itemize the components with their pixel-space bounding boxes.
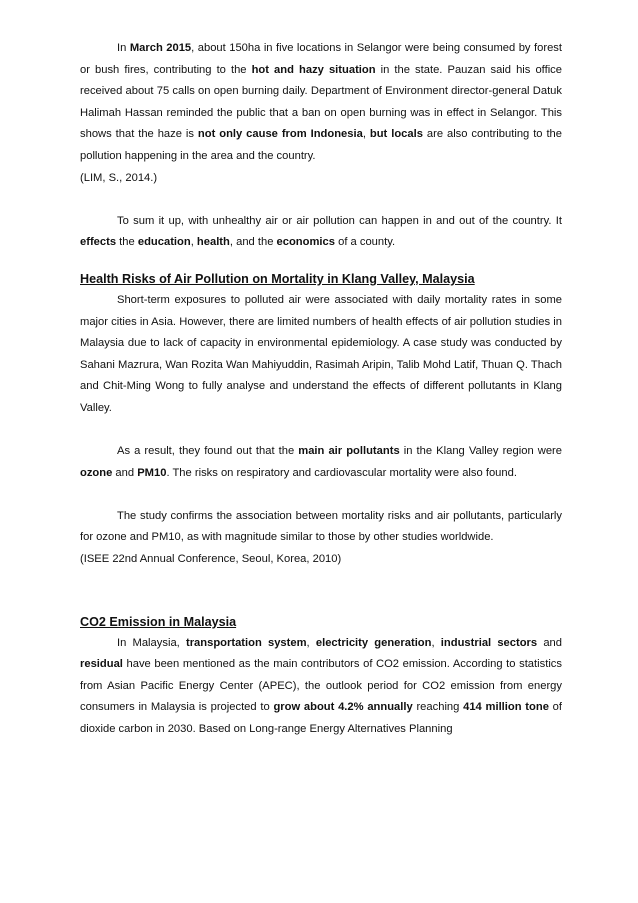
emphasis: main air pollutants	[298, 445, 400, 458]
text-run: have been mentioned as the main contributors of CO2 emission. According to statistics from Asian Pacific Energy Center (APEC), the outlook period for CO2 emission from energy consumers in Malaysia is projected to	[80, 658, 562, 714]
emphasis: transportation system	[185, 636, 307, 649]
text-run: , about 150ha in five locations in Selangor were being consumed by forest or bush fires, contributing to the	[80, 42, 562, 76]
text-run: the	[116, 236, 138, 249]
co2-paragraph	[80, 633, 562, 741]
text-run: , and the	[229, 236, 277, 249]
text-run: . The risks on respiratory and cardiovascular mortality were also found.	[166, 466, 517, 479]
text-run: As a result, they found out that the	[117, 445, 299, 458]
study-confirms-paragraph: The study confirms the association between mortality risks and air pollutants, particularly for ozone and PM10, as with magnitude similar to those by other studies worldwide.	[80, 509, 562, 544]
text-run: ,	[362, 128, 370, 141]
emphasis: electricity generation	[315, 636, 432, 649]
text-run: are also contributing to the pollution happening in the area and the country.	[80, 128, 563, 162]
text-run: ,	[306, 636, 316, 649]
emphasis: industrial sectors	[440, 636, 538, 649]
summary-paragraph	[80, 211, 562, 254]
spacer	[80, 484, 562, 506]
emphasis: health	[196, 236, 230, 249]
text-run: ,	[190, 236, 197, 249]
text-run: To sum it up, with unhealthy air or air pollution can happen in and out of the country. It	[117, 214, 562, 227]
emphasis: ozone	[80, 466, 113, 479]
spacer	[80, 189, 562, 211]
emphasis: not only cause from Indonesia	[197, 128, 363, 141]
emphasis: effects	[80, 236, 117, 249]
citation-isee: (ISEE 22nd Annual Conference, Seoul, Korea, 2010)	[80, 553, 342, 566]
spacer	[80, 254, 562, 268]
emphasis: 414 million tone	[463, 701, 549, 714]
text-run: in the Klang Valley region were	[399, 445, 562, 458]
text-run: In Malaysia,	[117, 636, 186, 649]
emphasis: residual	[80, 658, 123, 671]
text-run: and	[112, 466, 138, 479]
haze-paragraph	[80, 38, 562, 168]
emphasis: education	[137, 236, 191, 249]
text-run: ,	[431, 636, 441, 649]
emphasis: grow about 4.2% annually	[273, 701, 413, 714]
text-run: of dioxide carbon in 2030. Based on Long-range Energy Alternatives Planning	[80, 701, 562, 736]
text-run: In	[117, 42, 130, 54]
emphasis: economics	[276, 236, 335, 249]
text-run: in the state. Pauzan said his office received about 75 calls on open burning daily. Department of Environment director-general Datuk Halimah Hassan reminded the public that a ban on open burning was in effect in Selangor. This shows that the haze is	[80, 63, 562, 141]
emphasis: but locals	[369, 128, 423, 141]
text-run: and	[537, 636, 562, 649]
citation-lim: (LIM, S., 2014.)	[80, 171, 158, 184]
spacer	[80, 420, 562, 442]
spacer	[80, 571, 562, 611]
section-heading-health-risks: Health Risks of Air Pollution on Mortality in Klang Valley, Malaysia	[80, 271, 475, 286]
emphasis: hot and hazy situation	[251, 63, 376, 76]
pollutants-paragraph	[80, 441, 562, 484]
section-heading-co2: CO2 Emission in Malaysia	[80, 614, 237, 629]
short-term-exposure-paragraph: Short-term exposures to polluted air were associated with daily mortality rates in some major cities in Asia. However, there are limited numbers of health effects of air pollution studies in Malaysia due to lack of capacity in environmental epidemiology. A case study was conducted by Sahani Mazrura, Wan Rozita Wan Mahiyuddin, Rasimah Aripin, Talib Mohd Latif, Thuan Q. Thach and Chit-Ming Wong to fully analyse and understand the effects of different pollutants in Klang Valley.	[80, 293, 562, 414]
emphasis: March 2015	[129, 42, 192, 54]
text-run: reaching	[412, 701, 464, 714]
emphasis: PM10	[137, 466, 167, 479]
text-run: of a county.	[334, 236, 396, 249]
